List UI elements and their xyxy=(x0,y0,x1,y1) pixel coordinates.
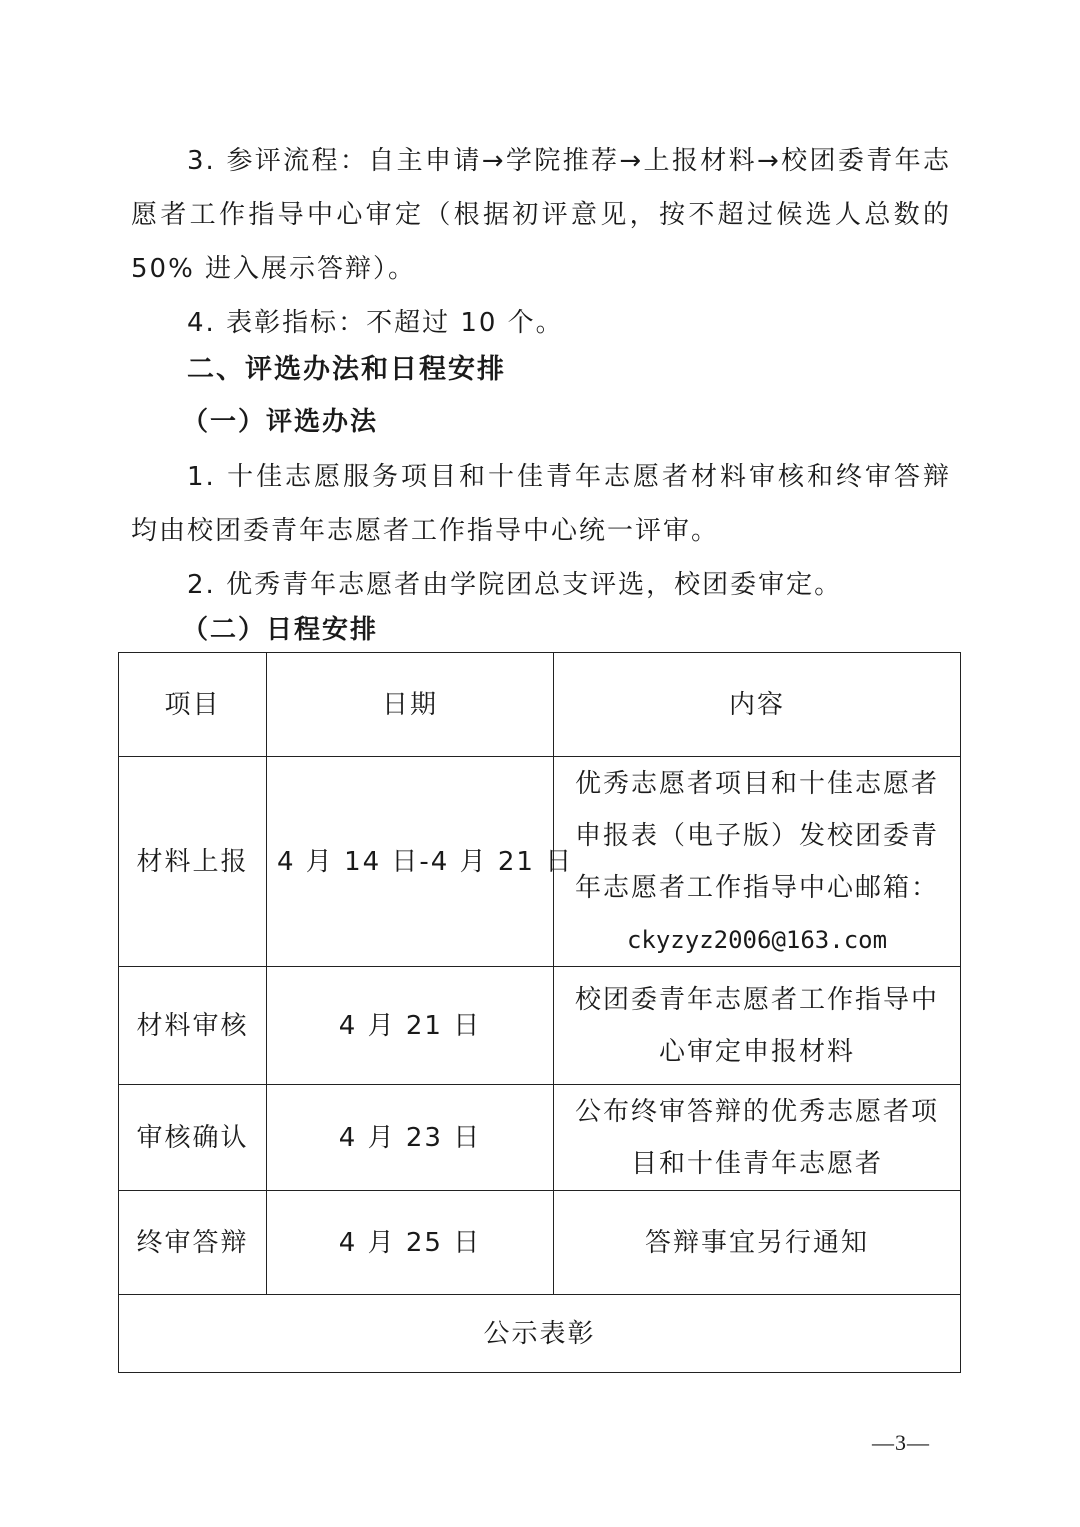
table-footer-row xyxy=(119,1295,961,1373)
row-content: 校团委青年志愿者工作指导中心审定申报材料 xyxy=(554,967,961,1085)
paragraph-award-quota: 4. 表彰指标：不超过 10 个。 xyxy=(187,308,564,338)
row-date: 4 月 23 日 xyxy=(267,1085,554,1191)
subheading-evaluation-method: （一）评选办法 xyxy=(182,407,379,437)
table-row xyxy=(119,757,961,967)
table-row xyxy=(119,967,961,1085)
table-row xyxy=(119,1191,961,1295)
table-header-row xyxy=(119,653,961,757)
row-content-email: ckyzyz2006@163.com xyxy=(626,925,888,954)
schedule-table xyxy=(118,652,961,1373)
paragraph-method-2: 2. 优秀青年志愿者由学院团总支评选，校团委审定。 xyxy=(187,570,843,600)
table-row xyxy=(119,1085,961,1191)
row-date: 4 月 25 日 xyxy=(267,1191,554,1295)
row-item: 审核确认 xyxy=(119,1085,267,1191)
paragraph-method-1: 1. 十佳志愿服务项目和十佳青年志愿者材料审核和终审答辩均由校团委青年志愿者工作指导中心统一评审。 xyxy=(131,462,951,546)
header-date: 日期 xyxy=(267,653,554,757)
page-number: —3— xyxy=(872,1430,930,1455)
row-date: 4 月 21 日 xyxy=(267,967,554,1085)
section-heading: 二、评选办法和日程安排 xyxy=(187,354,506,385)
header-content: 内容 xyxy=(554,653,961,757)
subheading-schedule: （二）日程安排 xyxy=(182,615,379,645)
header-item: 项目 xyxy=(119,653,267,757)
row-content xyxy=(554,757,961,967)
row-content: 答辩事宜另行通知 xyxy=(554,1191,961,1295)
row-content: 公布终审答辩的优秀志愿者项目和十佳青年志愿者 xyxy=(554,1085,961,1191)
footer-cell: 公示表彰 xyxy=(119,1295,961,1373)
row-item: 材料上报 xyxy=(119,757,267,967)
paragraph-evaluation-process: 3. 参评流程：自主申请→学院推荐→上报材料→校团委青年志愿者工作指导中心审定（根据初评意见，按不超过候选人总数的 50% 进入展示答辩）。 xyxy=(131,146,951,284)
row-content-text: 优秀志愿者项目和十佳志愿者申报表（电子版）发校团委青年志愿者工作指导中心邮箱： xyxy=(574,768,939,903)
row-date: 4 月 14 日-4 月 21 日 xyxy=(267,757,554,967)
row-item: 终审答辩 xyxy=(119,1191,267,1295)
row-item: 材料审核 xyxy=(119,967,267,1085)
